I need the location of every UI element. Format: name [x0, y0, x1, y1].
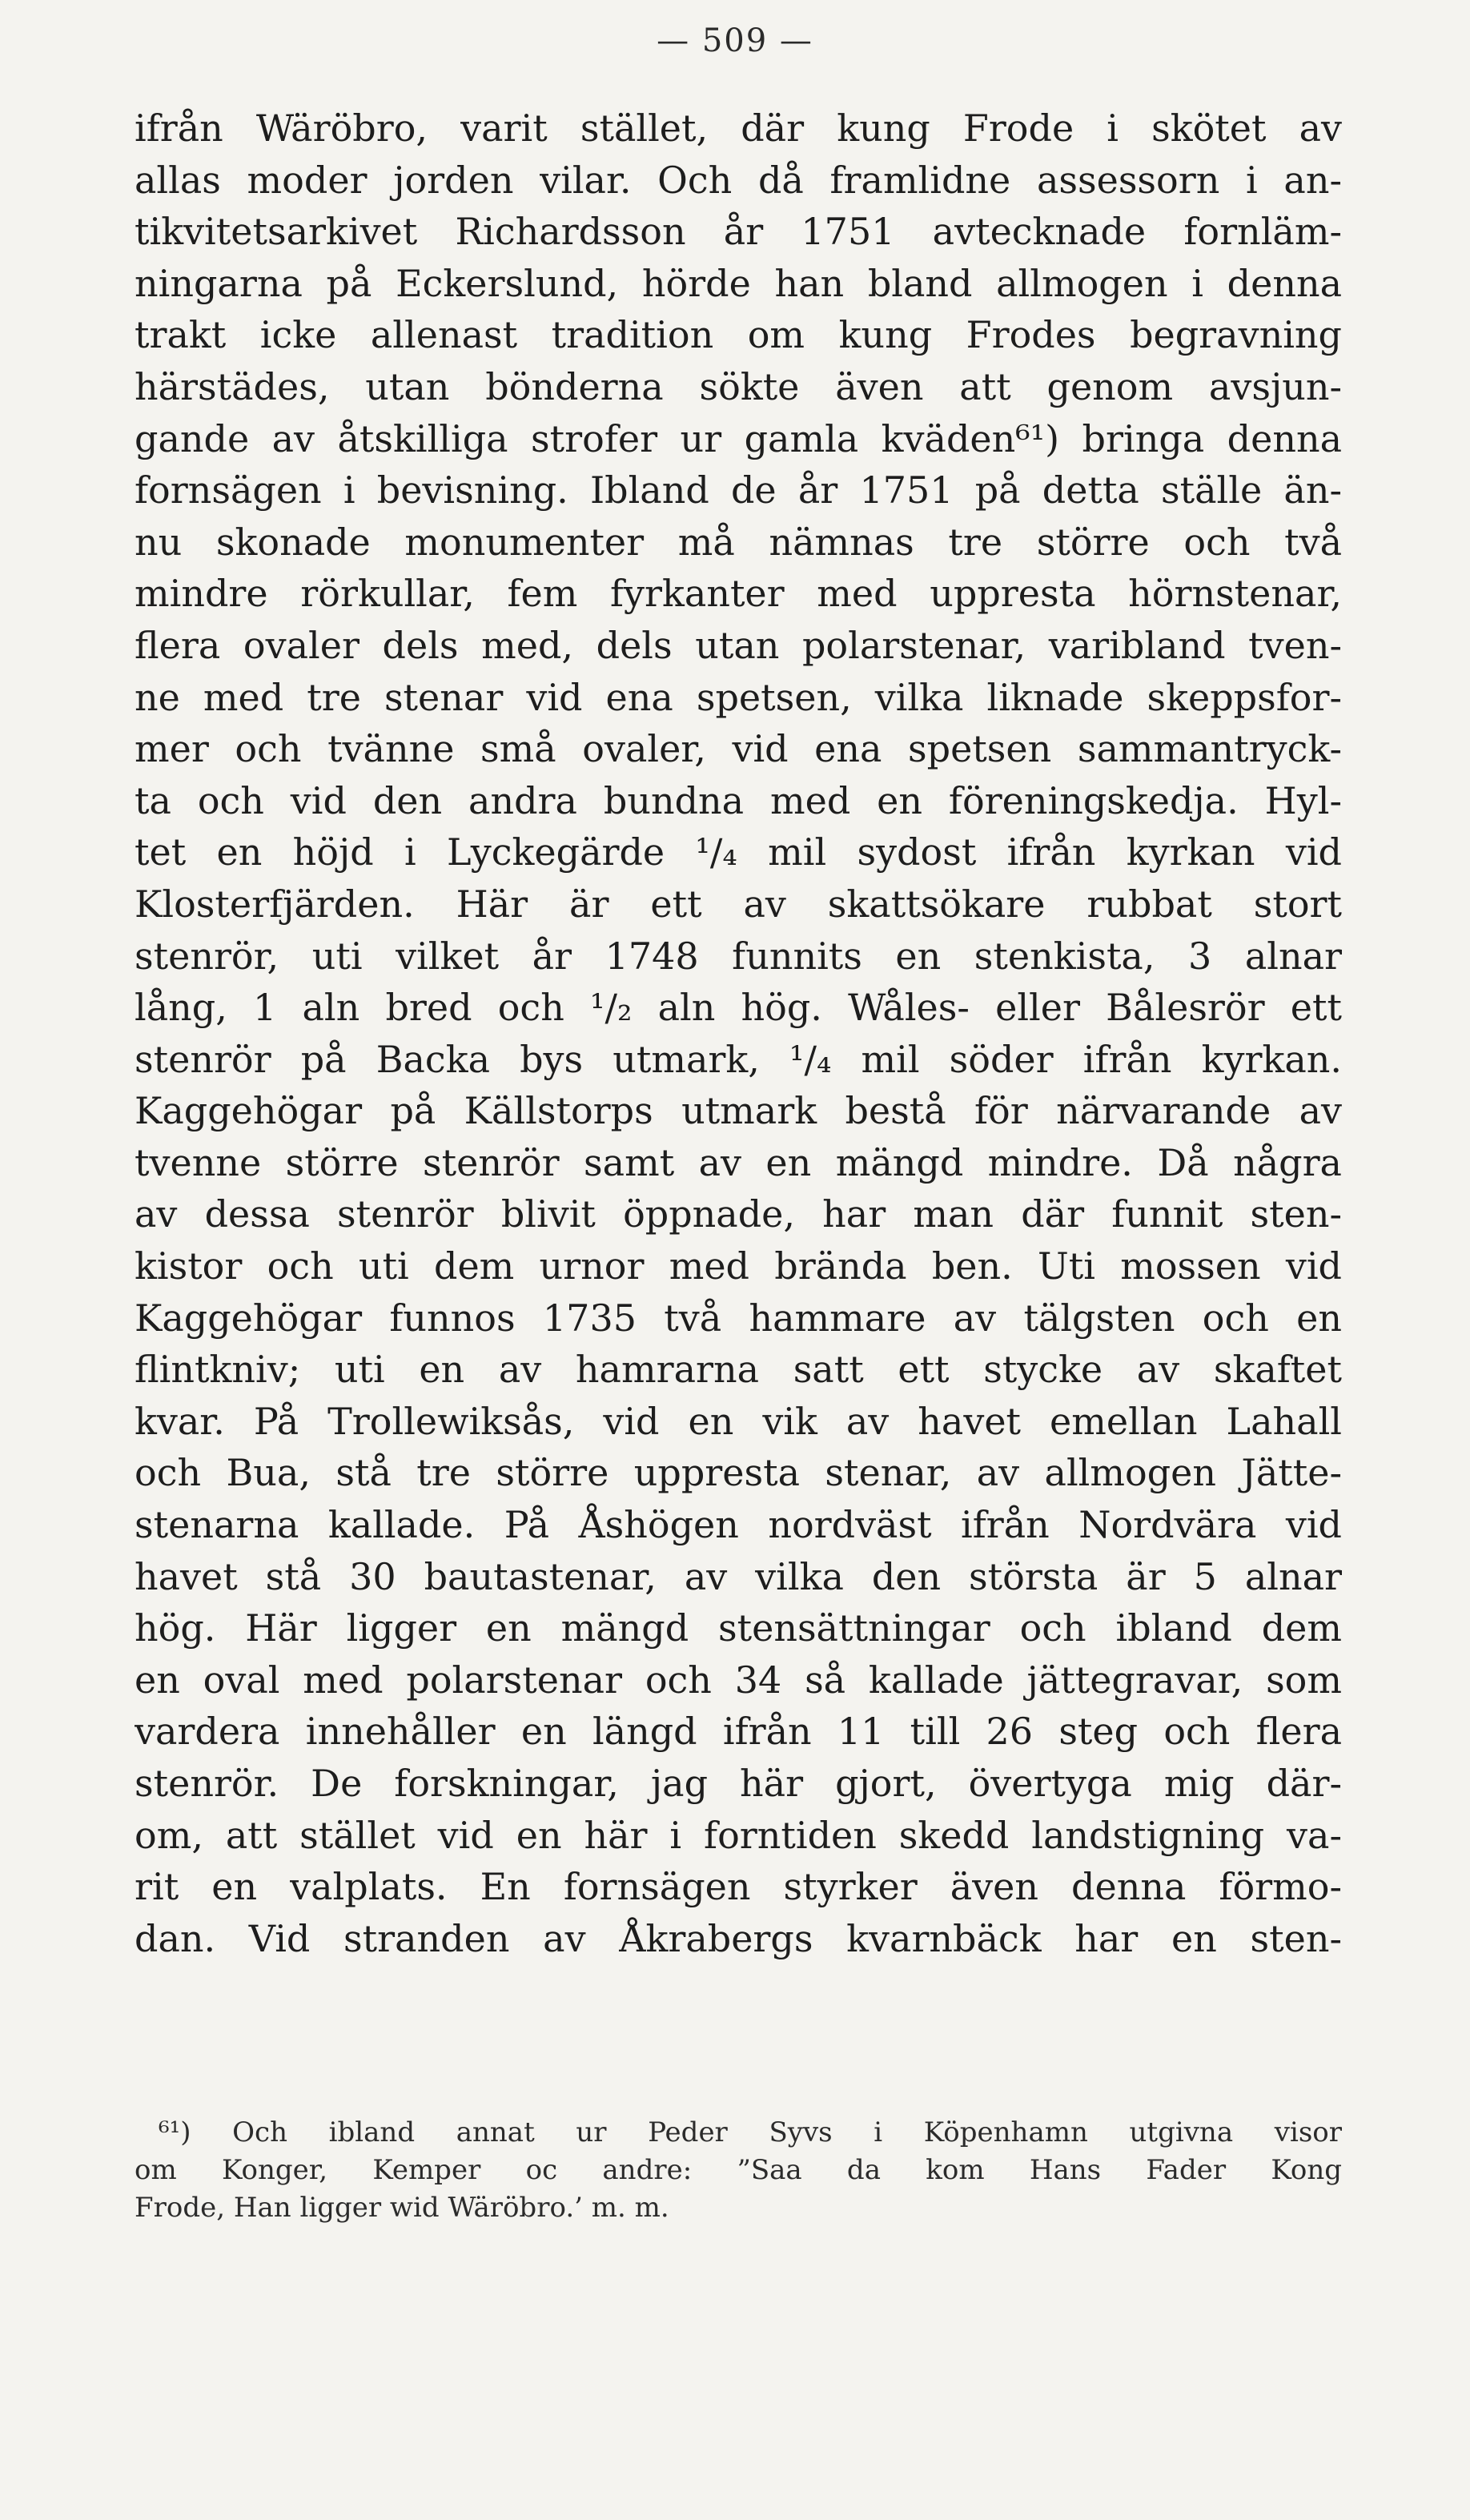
page-number: — 509 — [657, 22, 813, 59]
footnote-line: ⁶¹) Och ibland annat ur Peder Syvs i Köpenhamn utgivna visor [159, 2116, 1342, 2148]
text-line: ningarna på Eckerslund, hörde han bland allmogen i denna [135, 261, 1342, 305]
text-line: gande av åtskilliga strofer ur gamla kväden⁶¹) bringa denna [135, 416, 1342, 460]
text-line: av dessa stenrör blivit öppnade, har man där funnit sten- [135, 1192, 1342, 1236]
text-line: Klosterfjärden. Här är ett av skattsökare rubbat stort [135, 882, 1342, 926]
text-line: tikvitetsarkivet Richardsson år 1751 avtecknade fornläm- [135, 210, 1342, 254]
footnote-line: Frode, Han ligger wid Wäröbro.’ m. m. [135, 2192, 669, 2224]
text-line: allas moder jorden vilar. Och då framlidne assessorn i an- [135, 158, 1342, 202]
text-line: stenrör, uti vilket år 1748 funnits en stenkista, 3 alnar [135, 934, 1342, 978]
text-line: tvenne större stenrör samt av en mängd mindre. Då några [135, 1140, 1342, 1184]
text-line: flera ovaler dels med, dels utan polarstenar, varibland tven- [135, 623, 1342, 667]
text-line: kistor och uti dem urnor med brända ben. Uti mossen vid [135, 1244, 1342, 1288]
body-text [135, 102, 1342, 1964]
text-line: stenrör. De forskningar, jag här gjort, övertyga mig där- [135, 1762, 1342, 1805]
text-line: ifrån Wäröbro, varit stället, där kung Frode i skötet av [135, 107, 1342, 150]
footnotes [135, 2114, 1342, 2227]
text-line: Kaggehögar på Källstorps utmark bestå för närvarande av [135, 1089, 1342, 1133]
text-line: flintkniv; uti en av hamrarna satt ett stycke av skaftet [135, 1348, 1342, 1392]
text-line: rit en valplats. En fornsägen styrker även denna förmo- [135, 1865, 1342, 1909]
text-line: ta och vid den andra bundna med en föreningskedja. Hyl- [135, 778, 1342, 822]
text-line: hög. Här ligger en mängd stensättningar och ibland dem [135, 1606, 1342, 1650]
text-line: stenarna kallade. På Åshögen nordväst ifrån Nordvära vid [135, 1503, 1342, 1547]
text-line: dan. Vid stranden av Åkrabergs kvarnbäck har en sten- [135, 1916, 1342, 1960]
text-line: härstädes, utan bönderna sökte även att genom avsjun- [135, 364, 1342, 408]
text-line: och Bua, stå tre större uppresta stenar, av allmogen Jätte- [135, 1451, 1342, 1495]
text-line: kvar. På Trollewiksås, vid en vik av havet emellan Lahall [135, 1399, 1342, 1443]
text-line: trakt icke allenast tradition om kung Frodes begravning [135, 313, 1342, 357]
footnote-line: om Konger, Kemper oc andre: ”Saa da kom Hans Fader Kong [135, 2154, 1342, 2186]
text-line: Kaggehögar funnos 1735 två hammare av tälgsten och en [135, 1296, 1342, 1340]
text-line: tet en höjd i Lyckegärde ¹/₄ mil sydost ifrån kyrkan vid [135, 830, 1342, 874]
text-line: ne med tre stenar vid ena spetsen, vilka liknade skeppsfor- [135, 675, 1342, 719]
text-line: en oval med polarstenar och 34 så kallade jättegravar, som [135, 1658, 1342, 1702]
text-line: fornsägen i bevisning. Ibland de år 1751 på detta ställe än- [135, 468, 1342, 512]
text-line: nu skonade monumenter må nämnas tre större och två [135, 520, 1342, 564]
text-line: stenrör på Backa bys utmark, ¹/₄ mil söder ifrån kyrkan. [135, 1037, 1342, 1081]
text-line: mer och tvänne små ovaler, vid ena spetsen sammantryck- [135, 727, 1342, 771]
text-line: havet stå 30 bautastenar, av vilka den största är 5 alnar [135, 1554, 1342, 1598]
text-line: mindre rörkullar, fem fyrkanter med uppresta hörnstenar, [135, 572, 1342, 616]
text-line: vardera innehåller en längd ifrån 11 till 26 steg och flera [135, 1710, 1342, 1754]
text-line: lång, 1 aln bred och ¹/₂ aln hög. Wåles- eller Bålesrör ett [135, 986, 1342, 1030]
text-line: om, att stället vid en här i forntiden skedd landstigning va- [135, 1813, 1342, 1857]
